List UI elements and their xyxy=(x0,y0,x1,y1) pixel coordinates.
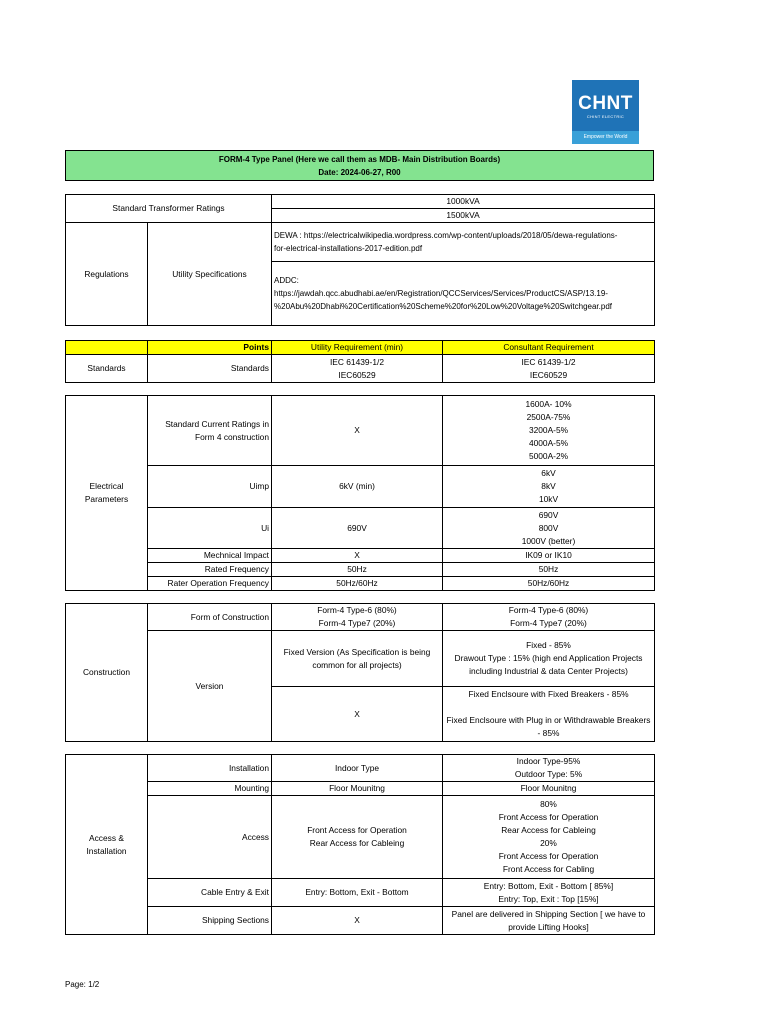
version-consultant: Fixed Enclsoure with Fixed Breakers - 85% Fixed Enclsoure with Plug in or Withdrawable Breakers - 85% xyxy=(443,687,655,742)
consultant-header: Consultant Requirement xyxy=(443,341,655,355)
electrical-consultant: 50Hz/60Hz xyxy=(443,577,655,591)
dewa-reference: DEWA : https://electricalwikipedia.wordpress.com/wp-content/uploads/2018/05/dewa-regulations- for-electrical-installations-2017-edition.pdf xyxy=(272,223,655,262)
electrical-utility: X xyxy=(272,549,443,563)
electrical-utility: 6kV (min) xyxy=(272,466,443,508)
electrical-utility: X xyxy=(272,396,443,466)
electrical-utility: 50Hz xyxy=(272,563,443,577)
electrical-consultant: 6kV 8kV 10kV xyxy=(443,466,655,508)
version-utility: X xyxy=(272,687,443,742)
electrical-utility: 50Hz/60Hz xyxy=(272,577,443,591)
logo-tagline: Empower the World xyxy=(572,131,639,144)
electrical-point: Rater Operation Frequency xyxy=(148,577,272,591)
access-utility: X xyxy=(272,907,443,935)
page-number: Page: 1/2 xyxy=(65,980,100,989)
logo-sub: CHINT ELECTRIC xyxy=(586,114,625,119)
utility-specifications-label: Utility Specifications xyxy=(148,223,272,326)
access-point: Access xyxy=(148,796,272,879)
chint-logo xyxy=(572,80,639,144)
electrical-consultant: 50Hz xyxy=(443,563,655,577)
electrical-point: Standard Current Ratings in Form 4 construction xyxy=(148,396,272,466)
standards-table xyxy=(65,340,655,383)
standards-consultant: IEC 61439-1/2 IEC60529 xyxy=(443,355,655,383)
version-utility: Fixed Version (As Specification is being common for all projects) xyxy=(272,631,443,687)
access-consultant: Floor Mounitng xyxy=(443,782,655,796)
points-header: Points xyxy=(148,341,272,355)
electrical-consultant: 690V 800V 1000V (better) xyxy=(443,508,655,549)
access-consultant: 80% Front Access for Operation Rear Access for Cableing 20% Front Access for Operation Front Access for Cabling xyxy=(443,796,655,879)
transformer-rating: 1000kVA xyxy=(272,195,655,209)
access-point: Mounting xyxy=(148,782,272,796)
access-point: Installation xyxy=(148,755,272,782)
access-utility: Indoor Type xyxy=(272,755,443,782)
electrical-table xyxy=(65,395,655,591)
transformer-label: Standard Transformer Ratings xyxy=(66,195,272,223)
form-of-construction-point: Form of Construction xyxy=(148,604,272,631)
form-header xyxy=(65,150,654,181)
standards-point: Standards xyxy=(148,355,272,383)
electrical-label: Electrical Parameters xyxy=(66,396,148,591)
logo-brand: CHNT xyxy=(578,93,633,114)
access-label: Access & Installation xyxy=(66,755,148,935)
version-point: Version xyxy=(148,631,272,742)
electrical-point: Rated Frequency xyxy=(148,563,272,577)
access-consultant: Indoor Type-95% Outdoor Type: 5% xyxy=(443,755,655,782)
electrical-point: Ui xyxy=(148,508,272,549)
access-utility: Floor Mounitng xyxy=(272,782,443,796)
construction-consultant: Form-4 Type-6 (80%) Form-4 Type7 (20%) xyxy=(443,604,655,631)
points-header-blank xyxy=(66,341,148,355)
transformer-rating: 1500kVA xyxy=(272,209,655,223)
access-consultant: Panel are delivered in Shipping Section [ we have to provide Lifting Hooks] xyxy=(443,907,655,935)
access-utility: Front Access for Operation Rear Access for Cableing xyxy=(272,796,443,879)
form-date: Date: 2024-06-27, R00 xyxy=(318,168,401,177)
regulations-label: Regulations xyxy=(66,223,148,326)
construction-table xyxy=(65,603,655,742)
access-table xyxy=(65,754,655,935)
electrical-point: Uimp xyxy=(148,466,272,508)
construction-label: Construction xyxy=(66,604,148,742)
access-utility: Entry: Bottom, Exit - Bottom xyxy=(272,879,443,907)
form-title: FORM-4 Type Panel (Here we call them as MDB- Main Distribution Boards) xyxy=(218,155,501,164)
standards-utility: IEC 61439-1/2 IEC60529 xyxy=(272,355,443,383)
electrical-utility: 690V xyxy=(272,508,443,549)
access-consultant: Entry: Bottom, Exit - Bottom [ 85%] Entry: Top, Exit : Top [15%] xyxy=(443,879,655,907)
access-point: Cable Entry & Exit xyxy=(148,879,272,907)
addc-reference: ADDC: https://jawdah.qcc.abudhabi.ae/en/Registration/QCCServices/Services/ProductCS/ASP/13.19- %20Abu%20Dhabi%20Certification%20Scheme%20for%20Low%20Voltage%20Switchgear.pdf xyxy=(272,262,655,326)
standards-label: Standards xyxy=(66,355,148,383)
utility-header: Utility Requirement (min) xyxy=(272,341,443,355)
regulations-table xyxy=(65,194,655,326)
electrical-point: Mechnical Impact xyxy=(148,549,272,563)
version-consultant: Fixed - 85% Drawout Type : 15% (high end Application Projects including Industrial & data Center Projects) xyxy=(443,631,655,687)
construction-utility: Form-4 Type-6 (80%) Form-4 Type7 (20%) xyxy=(272,604,443,631)
electrical-consultant: 1600A- 10% 2500A-75% 3200A-5% 4000A-5% 5000A-2% xyxy=(443,396,655,466)
electrical-consultant: IK09 or IK10 xyxy=(443,549,655,563)
access-point: Shipping Sections xyxy=(148,907,272,935)
